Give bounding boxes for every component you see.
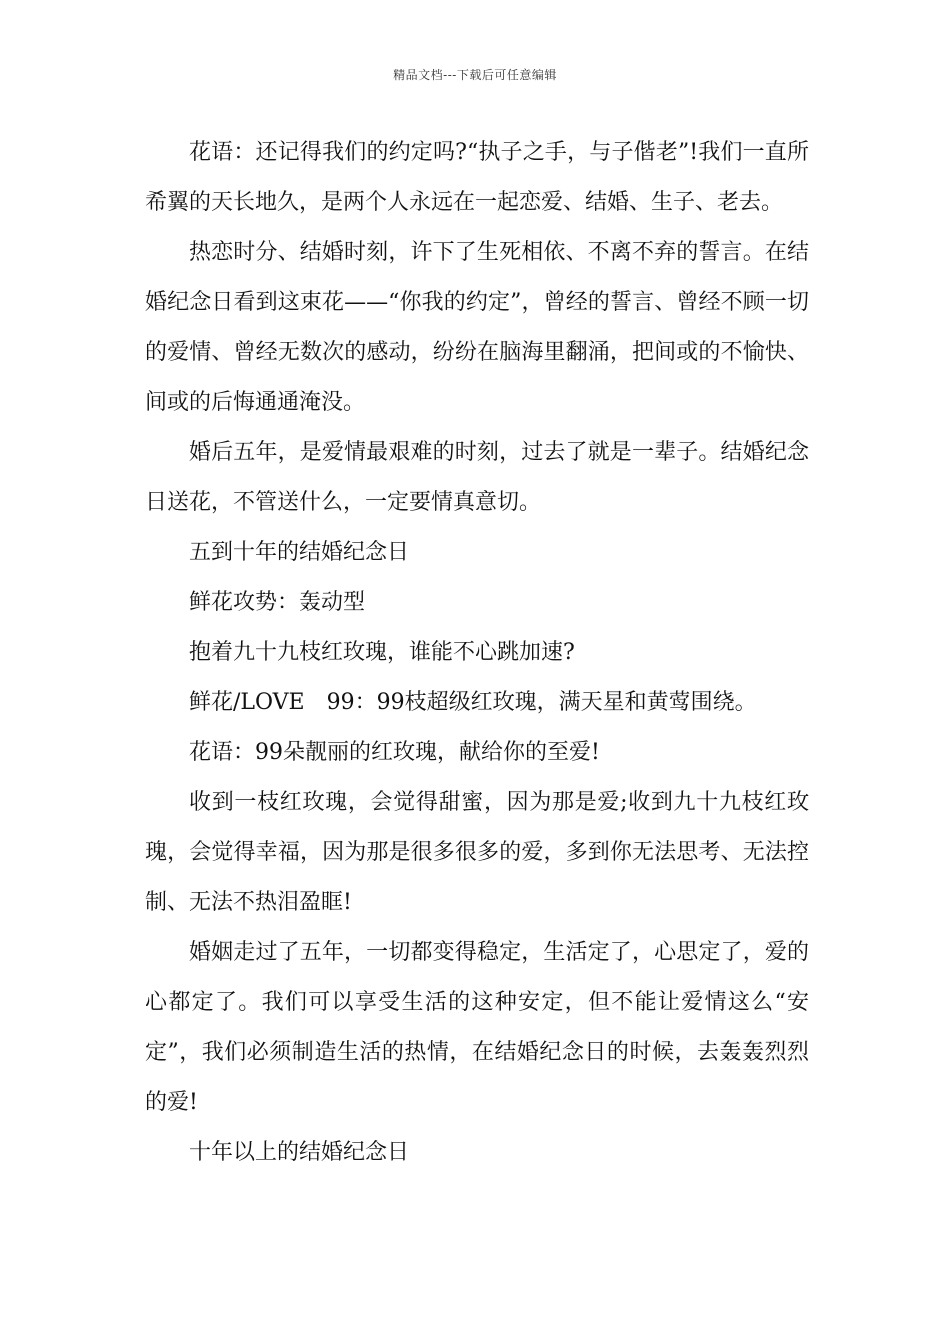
paragraph-five-years: 婚后五年，是爱情最艰难的时刻，过去了就是一辈子。结婚纪念日送花，不管送什么，一定要情真意切。 [145,440,809,515]
paragraph-love-99: 鲜花/LOVE 99：99枝超级红玫瑰，满天星和黄莺围绕。 [189,690,757,715]
page-header: 精品文档---下载后可任意编辑 [393,68,557,82]
section-heading-five-to-ten-years: 五到十年的结婚纪念日 [189,540,410,565]
paragraph-flower-language-promise: 花语：还记得我们的约定吗?“执子之手，与子偕老”!我们一直所希翼的天长地久，是两个人永远在一起恋爱、结婚、生子、老去。 [145,140,809,215]
paragraph-receive-roses: 收到一枝红玫瑰，会觉得甜蜜，因为那是爱;收到九十九枝红玫瑰，会觉得幸福，因为那是很多很多的爱，多到你无法思考、无法控制、无法不热泪盈眶! [145,790,809,915]
paragraph-ninety-nine-roses: 抱着九十九枝红玫瑰，谁能不心跳加速? [189,640,575,665]
section-heading-over-ten-years: 十年以上的结婚纪念日 [189,1140,410,1165]
paragraph-flower-offensive: 鲜花攻势：轰动型 [189,590,366,615]
document-body [145,128,809,1178]
paragraph-vows: 热恋时分、结婚时刻，许下了生死相依、不离不弃的誓言。在结婚纪念日看到这束花——“你我的约定”，曾经的誓言、曾经不顾一切的爱情、曾经无数次的感动，纷纷在脑海里翻涌，把间或的不愉快、间或的后悔通通淹没。 [145,240,809,415]
paragraph-flower-language-99: 花语：99朵靓丽的红玫瑰，献给你的至爱! [189,740,600,765]
paragraph-marriage-stable: 婚姻走过了五年，一切都变得稳定，生活定了，心思定了，爱的心都定了。我们可以享受生活的这种安定，但不能让爱情这么“安定”，我们必须制造生活的热情，在结婚纪念日的时候，去轰轰烈烈的爱! [145,940,809,1115]
